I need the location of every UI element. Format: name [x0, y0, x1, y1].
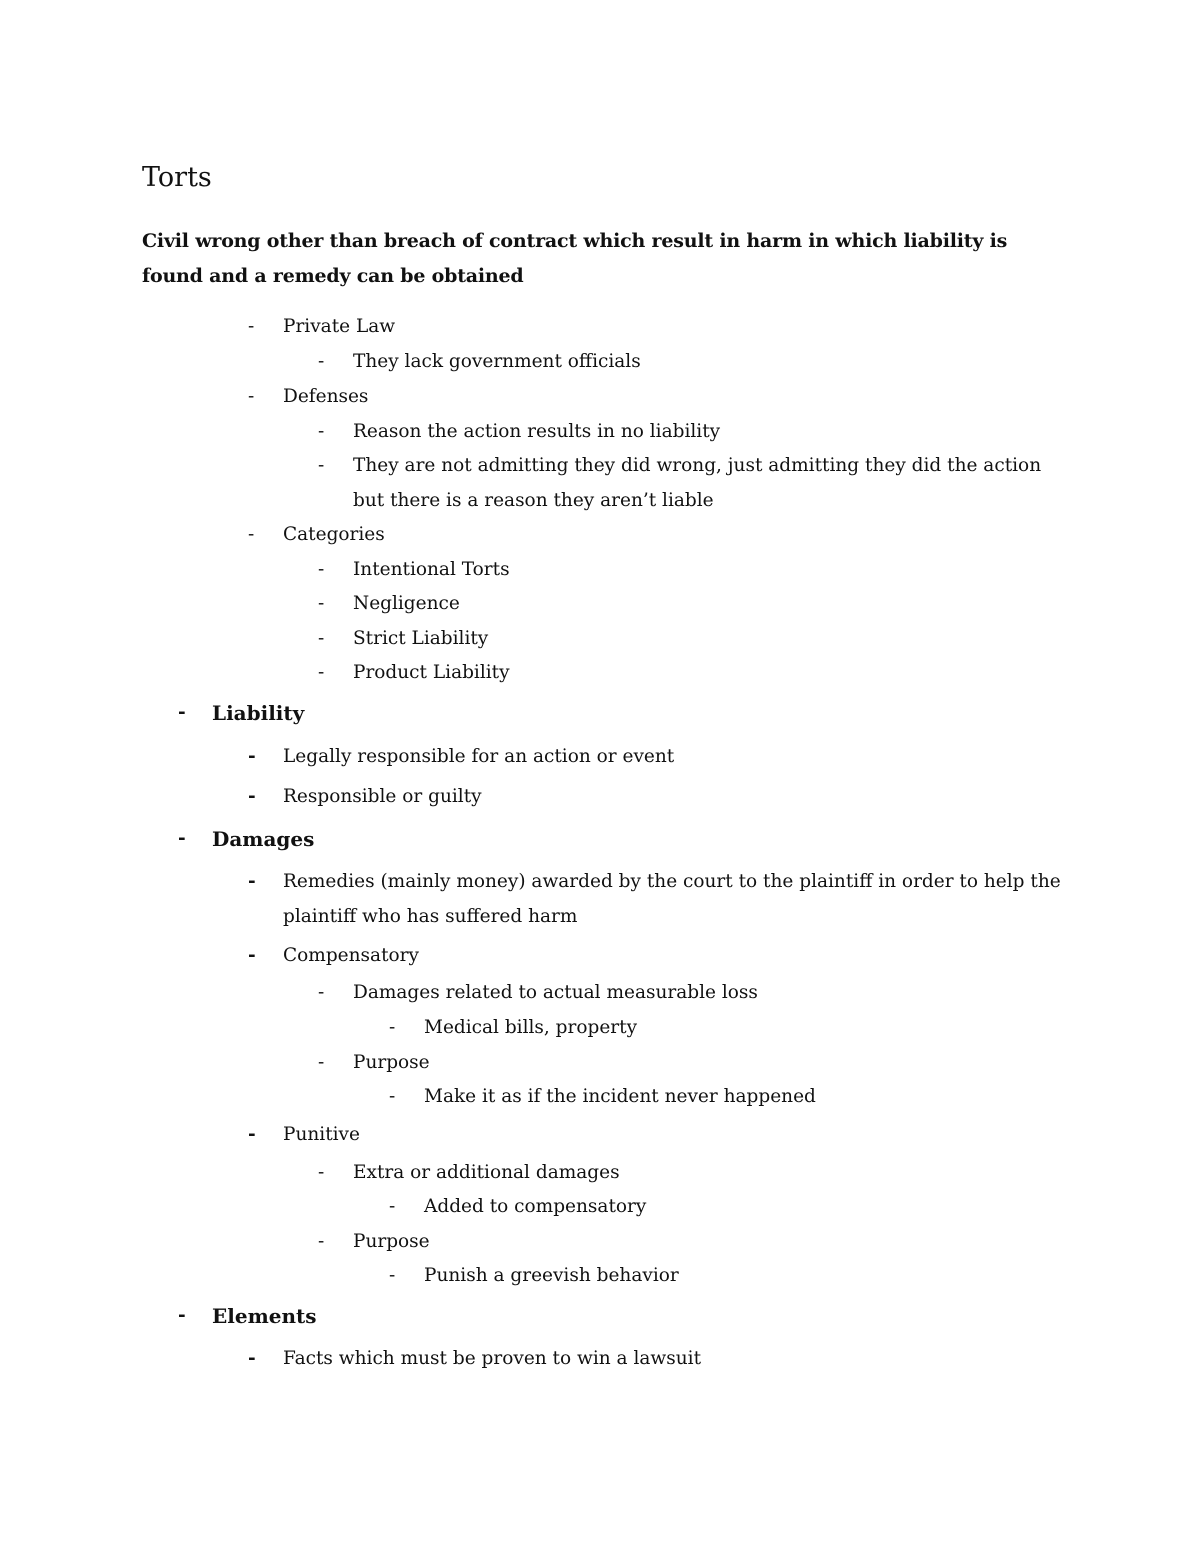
bullet-dash: - — [318, 628, 325, 649]
outline-item: Responsible or guilty — [283, 786, 482, 807]
bullet-dash: - — [318, 421, 325, 442]
bullet-dash: - — [178, 702, 186, 723]
outline-item: Remedies (mainly money) awarded by the court to the plaintiff in order to help the plaintiff who has suffered harm — [283, 871, 1061, 927]
outline-item: Purpose — [353, 1231, 430, 1252]
bullet-dash: - — [318, 455, 325, 476]
outline-item: They lack government officials — [353, 351, 641, 372]
bullet-dash: - — [248, 386, 255, 407]
outline-item: Make it as if the incident never happened — [424, 1086, 816, 1107]
bullet-dash: - — [248, 524, 255, 545]
bullet-dash: - — [248, 871, 256, 892]
outline-heading: Liability — [212, 701, 305, 725]
bullet-dash: - — [248, 1124, 256, 1145]
bullet-dash: - — [389, 1196, 396, 1217]
bullet-dash: - — [318, 662, 325, 683]
outline-item: Damages related to actual measurable loss — [353, 982, 758, 1003]
outline-item: Categories — [283, 524, 385, 545]
bullet-dash: - — [178, 1305, 186, 1326]
bullet-dash: - — [389, 1265, 396, 1286]
bullet-dash: - — [318, 351, 325, 372]
outline-item: Strict Liability — [353, 628, 489, 649]
bullet-dash: - — [248, 786, 256, 807]
bullet-dash: - — [318, 982, 325, 1003]
outline-item: They are not admitting they did wrong, just admitting they did the action but there is a reason they aren’t liable — [353, 455, 1042, 511]
outline-heading: Elements — [212, 1304, 317, 1328]
outline-item: Extra or additional damages — [353, 1162, 620, 1183]
bullet-dash: - — [248, 746, 256, 767]
outline-item: Private Law — [283, 316, 396, 337]
outline-item: Punitive — [283, 1124, 360, 1145]
bullet-dash: - — [389, 1086, 396, 1107]
bullet-dash: - — [318, 1162, 325, 1183]
outline-item: Facts which must be proven to win a lawsuit — [283, 1348, 702, 1369]
outline-heading: Damages — [212, 827, 315, 851]
outline-item: Intentional Torts — [353, 559, 510, 580]
bullet-dash: - — [178, 828, 186, 849]
bullet-dash: - — [248, 945, 256, 966]
outline-item: Product Liability — [353, 662, 510, 683]
outline-item: Negligence — [353, 593, 460, 614]
outline-item: Legally responsible for an action or event — [283, 746, 675, 767]
definition-paragraph: Civil wrong other than breach of contract which result in harm in which liability is found and a remedy can be obtained — [142, 230, 1008, 287]
bullet-dash: - — [318, 559, 325, 580]
outline-item: Punish a greevish behavior — [424, 1265, 679, 1286]
bullet-dash: - — [318, 593, 325, 614]
bullet-dash: - — [318, 1231, 325, 1252]
bullet-dash: - — [389, 1017, 396, 1038]
bullet-dash: - — [248, 316, 255, 337]
document-title: Torts — [142, 162, 212, 193]
outline-item: Defenses — [283, 386, 369, 407]
bullet-dash: - — [318, 1052, 325, 1073]
outline-item: Purpose — [353, 1052, 430, 1073]
outline-item: Compensatory — [283, 945, 419, 966]
outline-item: Medical bills, property — [424, 1017, 638, 1038]
outline-item: Reason the action results in no liability — [353, 421, 721, 442]
outline-item: Added to compensatory — [424, 1196, 647, 1217]
bullet-dash: - — [248, 1348, 256, 1369]
